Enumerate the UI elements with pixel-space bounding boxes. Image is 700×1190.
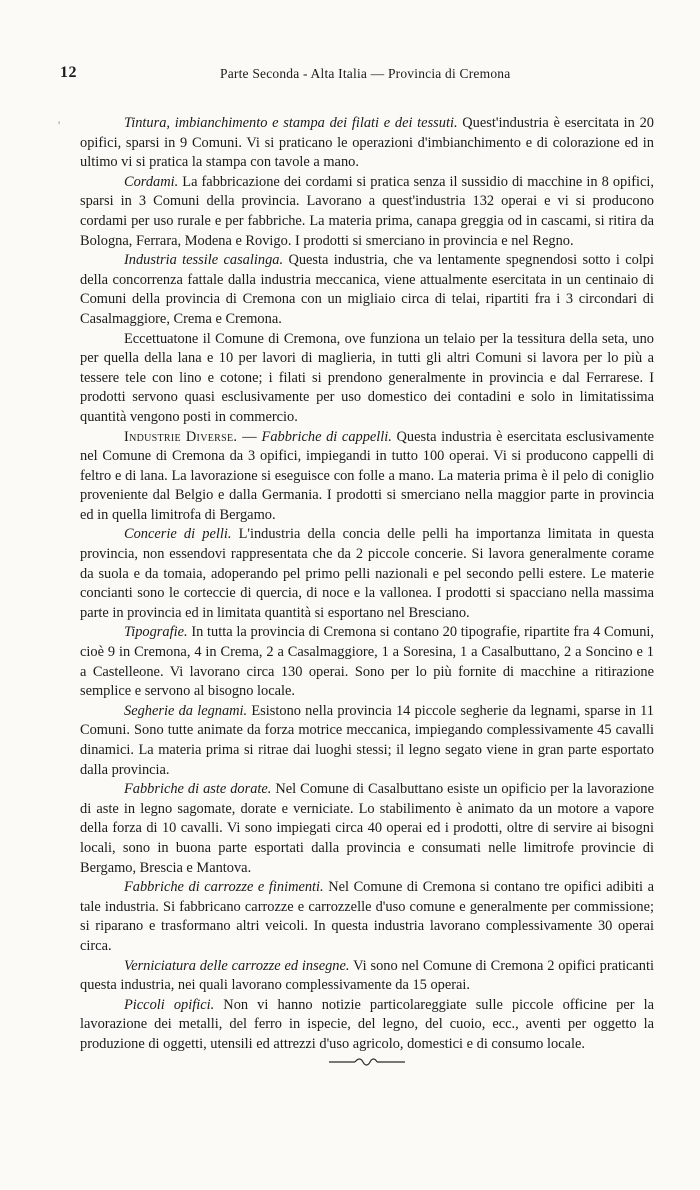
paragraph-heading: Verniciatura delle carrozze ed insegne. [124,957,350,974]
paragraph-verniciatura [80,957,654,996]
paragraph-heading: Concerie di pelli. [124,526,232,543]
paragraph-heading: Tipografie. [124,624,188,641]
page-number: 12 [60,64,77,81]
paragraph-text: Nel Comune di Casalbuttano esiste un opificio per la lavorazione di aste in legno sagomate, dorate e verniciate. Lo stabilimento è animato da un motore a vapore della forza di 10 cavalli. Vi sono impiegati circa 40 operai ed i prodotti, oltre di servire ai bisogni locali, sono in buona parte esportati dalla provincia e consumati nelle limitrofe provincie di Bergamo, Brescia e Mantova. [80,781,654,876]
paragraph-heading: Fabbriche di carrozze e finimenti. [124,879,324,896]
paragraph-piccoli-opifici [80,996,654,1055]
margin-mark: ' [58,118,61,132]
body-text [80,114,654,1067]
paragraph-text: Questa industria, che va lentamente spegnendosi sotto i colpi della concorrenza fattale dalla industria meccanica, viene attualmente esercitata in un centinaio di Comuni della provincia di Cremona con un migliaio circa di telai, ripartiti fra i 3 circondari di Casalmaggiore, Crema e Cremona. [80,252,654,327]
paragraph-cordami [80,173,654,251]
paragraph-industria-tessile [80,251,654,329]
paragraph-carrozze [80,878,654,956]
paragraph-tipografie [80,623,654,701]
paragraph-text: Non vi hanno notizie particolareggiate sulle piccole officine per la lavorazione dei metalli, del ferro in ispecie, del legno, del cuoio, ecc., aventi per oggetto la produzione di oggetti, utensili ed attrezzi d'uso agricolo, domestici e di consumo locale. [80,996,654,1052]
page-header [60,64,654,86]
paragraph-heading: Segherie da legnami. [124,702,248,719]
paragraph-segherie [80,702,654,780]
paragraph-text: Questa industria è esercitata esclusivamente nel Comune di Cremona da 3 opifici, impiegandi in tutto 100 operai. Vi si producono cappelli di feltro e di lana. La lavorazione si eseguisce con folle a mano. La materia prima è il pelo di coniglio proveniente dal Belgio e dalla Germania. I prodotti si smerciano nella maggior parte in provincia ed in quella limitrofa di Bergamo. [80,428,654,523]
paragraph-text: Nel Comune di Cremona si contano tre opifici adibiti a tale industria. Si fabbricano carrozze e carrozzelle d'uso comune e generalmente per commissione; si riparano e trasformano altri veicoli. In questa industria lavorano complessivamente 30 operai circa. [80,879,654,954]
paragraph-text: La fabbricazione dei cordami si pratica senza il sussidio di macchine in 8 opifici, sparsi in 3 Comuni della provincia. Lavorano a quest'industria 132 operai e vi si producono cordami per uso rurale e per fabbriche. La materia prima, canapa greggia od in cascami, si ritira da Bologna, Ferrara, Modena e Rovigo. I prodotti si smerciano in provincia e nel Regno. [80,173,654,249]
section-prefix: Industrie Diverse. — [124,428,257,445]
paragraph-text: Vi sono nel Comune di Cremona 2 opifici praticanti questa industria, nei quali lavorano complessivamente da 15 operai. [80,957,654,994]
paragraph-eccettuatone [80,330,654,428]
paragraph-text: Esistono nella provincia 14 piccole segherie da legnami, sparse in 11 Comuni. Sono tutte animate da forza motrice meccanica, impiegando complessivamente 45 cavalli dinamici. La materia prima si ritrae dai luoghi stessi; il legno segato viene in gran parte esportato dalla provincia. [80,702,654,778]
paragraph-heading: Piccoli opifici. [124,996,215,1013]
paragraph-text: L'industria della concia delle pelli ha importanza limitata in questa provincia, non essendovi rappresentata che da 2 piccole concerie. Si lavora generalmente corame da suola e da tomaia, adoperando pel primo pelli nazionali e pel secondo pelli estere. Le materie concianti sono le corteccie di quercia, di noce e la vallonea. I prodotti si spacciano nella massima parte in provincia ed in limitata quantità si esportano nel Bresciano. [80,526,654,621]
tailpiece-flourish-icon [327,1057,407,1067]
paragraph-heading: Fabbriche di cappelli. [261,428,392,445]
paragraph-cappelli [80,428,654,526]
paragraph-heading: Tintura, imbianchimento e stampa dei filati e dei tessuti. [124,115,458,131]
running-head: Parte Seconda - Alta Italia — Provincia di Cremona [220,66,511,81]
paragraph-concerie [80,525,654,623]
paragraph-heading: Cordami. [124,173,179,190]
paragraph-tintura [80,114,654,173]
paragraph-text: Quest'industria è esercitata in 20 opifici, sparsi in 9 Comuni. Vi si praticano le operazioni d'imbianchimento e di colorazione ed in ultimo vi si pratica la stampa con tavole a mano. [80,115,654,171]
paragraph-aste-dorate [80,780,654,878]
paragraph-heading: Fabbriche di aste dorate. [124,781,272,798]
paragraph-text: In tutta la provincia di Cremona si contano 20 tipografie, ripartite fra 4 Comuni, cioè 9 in Cremona, 4 in Crema, 2 a Casalmaggiore, 1 a Soresina, 1 a Casalbuttano, 2 a Soncino e 1 a Castelleone. Vi lavorano circa 130 operai. Sono per lo più fornite di macchine a ritirazione semplice e servono al bisogno locale. [80,624,654,700]
paragraph-text: Eccettuatone il Comune di Cremona, ove funziona un telaio per la tessitura della seta, uno per quella della lana e 10 per lavori di maglieria, in tutti gli altri Comuni si lavora per lo più a tessere tele con lino e cotone; i filati si prendono generalmente in provincia e dal Ferrarese. I prodotti servono quasi esclusivamente per uso domestico dei contadini e solo in limitatissima quantità vengono posti in commercio. [80,330,654,425]
paragraph-heading: Industria tessile casalinga. [124,252,284,269]
